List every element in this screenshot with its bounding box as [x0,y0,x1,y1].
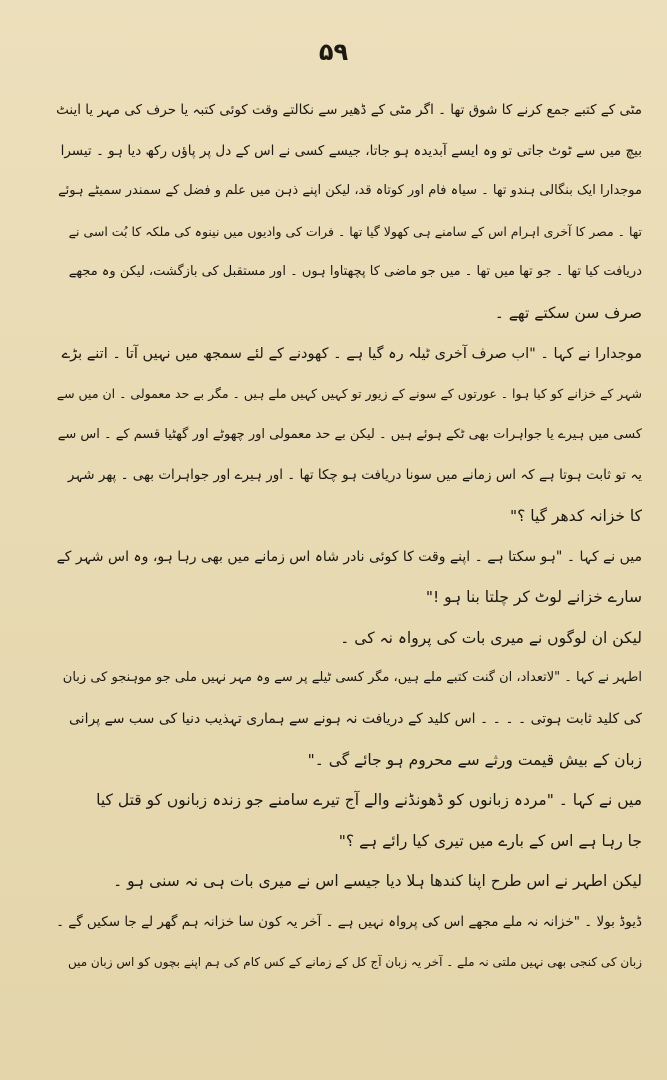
text-line: بیچ میں سے ٹوٹ جاتی تو وہ ایسے آبدیدہ ہو جاتا، جیسے کسی نے اس کے دل پر پاؤں رکھ دیا ہو ۔ تیسرا [60,142,642,159]
text-line: کی کلید ثابت ہوتی ۔ ۔ ۔ ۔ اس کلید کے دریافت نہ ہونے سے ہماری تہذیب دنیا کی سب سے پرانی [69,710,642,727]
text-line: لیکن اطہر نے اس طرح اپنا کندھا ہلا دیا جیسے اس نے میری بات ہی نہ سنی ہو ۔ [113,872,642,891]
text-line: صرف سن سکتے تھے ۔ [494,303,642,322]
text-line: میں نے کہا ۔ "مردہ زبانوں کو ڈھونڈنے والے آج تیرے سامنے جو زندہ زبانوں کو قتل کیا [96,791,642,810]
text-line: سارے خزانے لوٹ کر چلتا بنا ہو !" [425,588,642,607]
text-line: موجدارا نے کہا ۔ "اب صرف آخری ٹیلہ رہ گیا ہے ۔ کھودنے کے لئے سمجھ میں نہیں آتا ۔ اتنے بڑے [61,345,642,362]
text-line: مٹی کے کتبے جمع کرنے کا شوق تھا ۔ اگر مٹی کے ڈھیر سے نکالتے وقت کوئی کتبہ یا حرف کی مہر یا اینٹ [56,102,642,118]
text-line: کسی میں ہیرے یا جواہرات بھی ٹکے ہوئے ہیں ۔ لیکن بے حد معمولی اور چھوٹے اور گھٹیا قسم کے ۔ اس سے [57,426,642,442]
text-line: تھا ۔ مصر کا آخری اہرام اس کے سامنے ہی کھولا گیا تھا ۔ فرات کی وادیوں میں نینوہ کی ملکہ کا بُت اسی نے [68,223,642,239]
text-line: موجدارا ایک بنگالی ہندو تھا ۔ سیاہ فام اور کوتاہ قد، لیکن اپنے ذہن میں علم و فضل کے سمندر سمیٹے ہوئے [58,183,642,199]
text-line: شہر کے خزانے کو کیا ہوا ۔ عورتوں کے سونے کے زیور تو کہیں کہیں ملے ہیں ۔ مگر بے حد معمولی ۔ ان میں سے [56,386,642,402]
text-line: جا رہا ہے اس کے بارے میں تیری کیا رائے ہے ؟" [338,831,642,850]
text-line: لیکن ان لوگوں نے میری بات کی پرواہ نہ کی ۔ [340,628,642,647]
urdu-text-body [52,90,642,983]
page-number: ۵۹ [318,38,349,66]
text-line: اطہر نے کہا ۔ "لاتعداد، ان گنت کتبے ملے ہیں، مگر کسی ٹیلے پر سے وہ مہر نہیں ملی جو موہنجو کی زبان [62,670,642,686]
text-line: میں نے کہا ۔ "ہو سکتا ہے ۔ اپنے وقت کا کوئی نادر شاہ اس زمانے میں بھی رہا ہو، وہ اس شہر کے [56,548,642,565]
text-line: کا خزانہ کدھر گیا ؟" [509,506,642,525]
text-line: زبان کی کنجی بھی نہیں ملتی نہ ملے ۔ آخر یہ زبان آج کل کے زمانے کے کس کام کی ہم اپنے بچوں کو اس زبان میں [67,955,642,970]
text-line: دریافت کیا تھا ۔ جو تھا میں تھا ۔ میں جو ماضی کا پچھتاوا ہوں ۔ اور مستقبل کی بازگشت، لیکن وہ مجھے [68,264,642,280]
text-line: یہ تو ثابت ہوتا ہے کہ اس زمانے میں سونا دریافت ہو چکا تھا ۔ اور ہیرے اور جواہرات بھی ۔ پھر شہر [67,467,642,484]
text-line: زبان کے بیش قیمت ورثے سے محروم ہو جائے گی ۔" [307,750,642,769]
text-line: ڈیوڈ بولا ۔ "خزانہ نہ ملے مجھے اس کی پرواہ نہیں ہے ۔ آخر یہ کون سا خزانہ ہم گھر لے جا سکیں گے ۔ [56,913,642,930]
